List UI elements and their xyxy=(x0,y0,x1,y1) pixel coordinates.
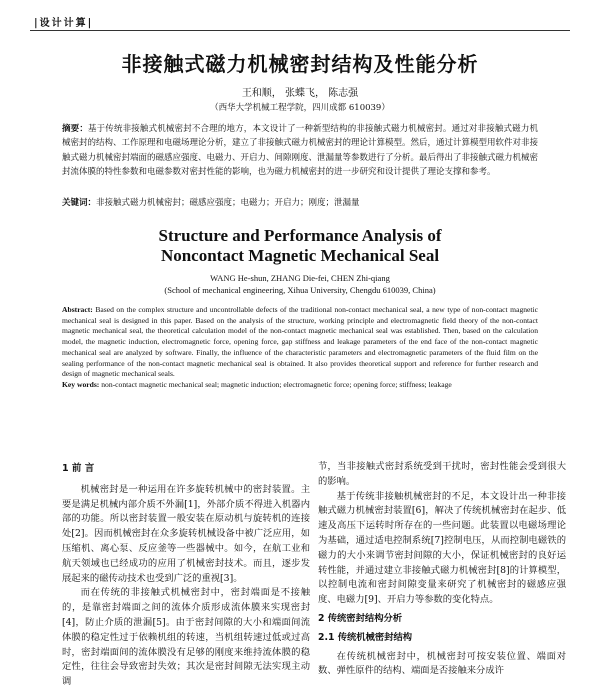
chinese-keywords-label: 关键词： xyxy=(62,198,97,208)
section-2-1-heading: 2.1 传统机械密封结构 xyxy=(318,631,413,643)
english-title-line1: Structure and Performance Analysis of xyxy=(158,226,442,245)
section-tag: |设计计算| xyxy=(34,18,94,29)
english-abstract-text: Based on the complex structure and uncontrollable defects of the traditional non-contact mechanical seal, a new type of non-contact magnetic mechanical seal is designed in this paper. Based on the analysis of the structure, working principle and electromagnetic field theory of the non-contact magnetic mechanical seal, the theoretical calculation model of the non-contact magnetic mechanical seal was established. Then, based on the calculation model, the magnetic induction, electromagnetic force, opening force, gap stiffness and leakage parameters of the end face of the non-contact magnetic mechanical seal are analyzed by software. Finally, the influence of the characteristic parameters and electromagnetic parameters of the fluid film on the sealing performance of the non-contact magnetic mechanical seal is obtained. It also provides theoretical support and reference for further research and design of magnetic mechanical seals. xyxy=(62,305,538,379)
english-title xyxy=(0,226,600,266)
intro-paragraph-3: 基于传统非接触机械密封的不足，本文设计出一种非接触式磁力机械密封装置[6]，解决了传统机械密封在起步、低速及高压下运转时所存在的一些问题。此装置以电磁场理论为基础，通过适电控制系统[7]控制电压，从而控制电磁铁的磁力的大小来调节密封间隙的大小，保证机械密封的良好运转性能，并通过建立非接触式磁力机械密封[8]的计算模型，以控制电流和密封间隙变量来研究了机械密封的磁感应强度、电磁力[9]、开启力等参数的变化特点。 xyxy=(318,490,566,606)
chinese-keywords-text: 非接触式磁力机械密封；磁感应强度；电磁力；开启力；刚度；泄漏量 xyxy=(96,198,360,208)
chinese-abstract-label: 摘要： xyxy=(62,124,88,134)
chinese-affiliation: （西华大学机械工程学院，四川成都 610039） xyxy=(210,103,390,113)
intro-paragraph-2: 而在传统的非接触式机械密封中，密封端面是不接触的，是靠密封端面之间的流体介质形成流体膜来实现密封[4]，防止介质的泄漏[5]。由于密封间隙的大小和端面间流体膜的稳定性过于依赖机组的转速，当机组转速过低或过高时，密封端面间的流体膜没有足够的刚度来维持流体膜的稳定性，往往会导致密封失效；其次是密封间隙无法实现主动调 xyxy=(62,587,310,688)
chinese-authors: 王和顺， 张蝶飞， 陈志强 xyxy=(241,88,359,99)
body-right-column xyxy=(318,460,566,679)
chinese-title: 非接触式磁力机械密封结构及性能分析 xyxy=(121,52,479,76)
english-keywords-label: Key words: xyxy=(62,379,100,389)
english-title-line2: Noncontact Magnetic Mechanical Seal xyxy=(160,246,440,265)
section-2-1-paragraph: 在传统机械密封中，机械密封可按安装位置、端面对数、弹性原件的结构、端面是否接触来分成许 xyxy=(318,650,566,677)
english-abstract xyxy=(62,305,538,391)
intro-paragraph-2-continued: 节，当非接触式密封系统受到干扰时，密封性能会受到很大的影响。 xyxy=(318,461,566,487)
chinese-abstract-text: 基于传统非接触式机械密封不合理的地方，本文设计了一种新型结构的非接触式磁力机械密封。通过对非接触式磁力机械密封的结构、工作原理和电磁场理论分析，建立了非接触式磁力机械密封的理论计算模型。然后，通过计算模型用软件对非接触式磁力机械密封端面的磁感应强度、电磁力、开启力、间隙刚度、泄漏量等参数进行了分析。最后得出了非接触式磁力机械密封流体膜的特性参数和电磁参数对密封性能的影响，也为磁力机械密封的进一步研究和设计提供了理论支撑和参考。 xyxy=(62,124,539,178)
english-keywords-text: non-contact magnetic mechanical seal; magnetic induction; electromagnetic force; opening force; stiffness; leakage xyxy=(101,379,452,389)
body-left-column xyxy=(62,460,310,690)
section-1-heading: 1 前 言 xyxy=(62,463,95,474)
english-affiliation: (School of mechanical engineering, Xihua University, Chengdu 610039, China) xyxy=(164,285,436,295)
english-authors: WANG He-shun, ZHANG Die-fei, CHEN Zhi-qiang xyxy=(210,273,390,283)
section-2-heading: 2 传统密封结构分析 xyxy=(318,612,403,624)
chinese-keywords xyxy=(62,197,538,209)
chinese-abstract xyxy=(62,122,538,180)
header-rule xyxy=(30,30,570,31)
english-abstract-label: Abstract: xyxy=(62,305,93,314)
english-keywords xyxy=(62,380,538,391)
intro-paragraph-1: 机械密封是一种运用在许多旋转机械中的密封装置。主要是满足机械内部介质不外漏[1]，外部介质不得进入机器内部的功能。所以密封装置一般安装在原动机与旋转机的连接处[2]。因而机械密封在众多旋转机械设备中被广泛应用，如压缩机、离心泵、反应釜等一些器械中。如今，在航工业和航天领域也已经成功的应用了机械密封技术。而且，逐步发展起来的磁传动技术也受到广泛的重视[3]。 xyxy=(62,483,310,584)
